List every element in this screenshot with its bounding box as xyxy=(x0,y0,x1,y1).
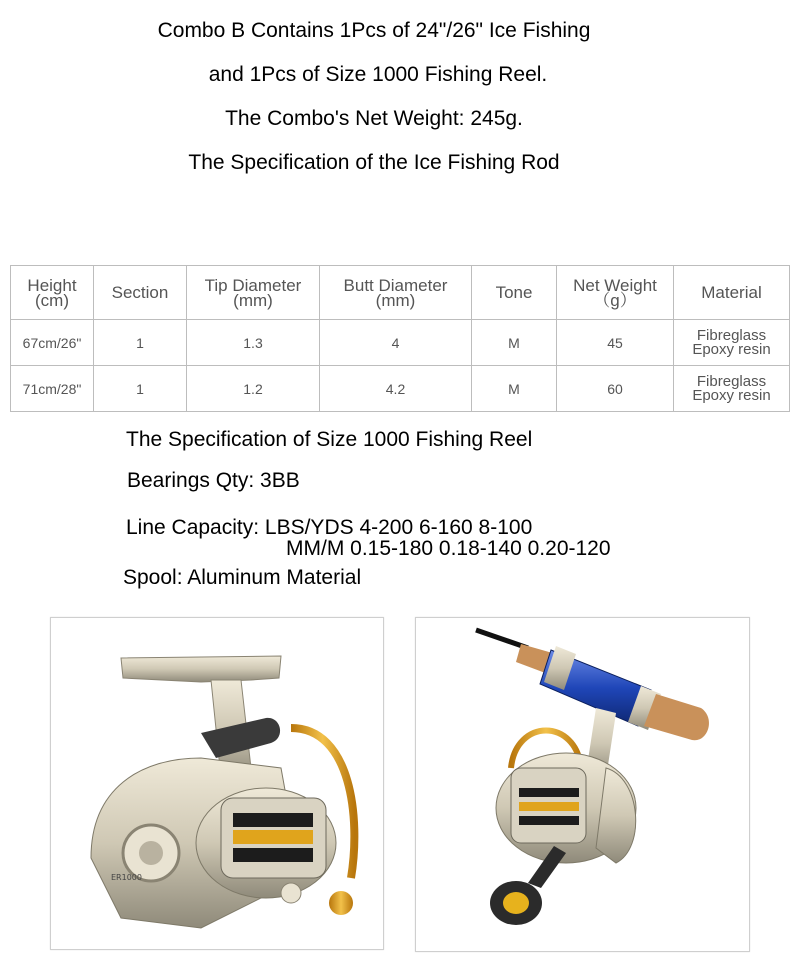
col-header-tip-diameter: Tip Diameter (mm) xyxy=(187,266,320,320)
rod-spec-table xyxy=(10,265,790,412)
cell-material: Fibreglass Epoxy resin xyxy=(674,366,790,412)
cell-tip-diameter: 1.3 xyxy=(187,320,320,366)
rod-and-reel-illustration xyxy=(416,618,749,951)
col-header-material: Material xyxy=(674,266,790,320)
col-header-net-weight: Net Weight （g） xyxy=(557,266,674,320)
intro-line-1: Combo B Contains 1Pcs of 24"/26" Ice Fishing xyxy=(157,19,591,42)
spinning-reel-illustration xyxy=(51,618,383,949)
cell-net-weight: 60 xyxy=(557,366,674,412)
cell-height: 67cm/26" xyxy=(11,320,94,366)
col-header-butt-diameter: Butt Diameter (mm) xyxy=(320,266,472,320)
rod-spec-heading: The Specification of the Ice Fishing Rod xyxy=(188,151,560,174)
reel-photo xyxy=(50,617,384,950)
cell-section: 1 xyxy=(94,366,187,412)
combo-photo xyxy=(415,617,750,952)
table-row xyxy=(11,366,790,412)
cell-tip-diameter: 1.2 xyxy=(187,366,320,412)
cell-tone: M xyxy=(472,366,557,412)
table-row xyxy=(11,320,790,366)
cell-butt-diameter: 4.2 xyxy=(320,366,472,412)
line-capacity-metric: MM/M 0.15-180 0.18-140 0.20-120 xyxy=(286,537,611,560)
bearings-qty: Bearings Qty: 3BB xyxy=(127,469,300,492)
line-capacity: Line Capacity: LBS/YDS 4-200 6-160 8-100 xyxy=(126,516,533,539)
cell-net-weight: 45 xyxy=(557,320,674,366)
reel-model-label: ER1000 xyxy=(111,873,142,882)
net-weight-line: The Combo's Net Weight: 245g. xyxy=(225,107,523,130)
col-header-tone: Tone xyxy=(472,266,557,320)
reel-spec-heading: The Specification of Size 1000 Fishing Reel xyxy=(126,428,533,451)
cell-height: 71cm/28" xyxy=(11,366,94,412)
cell-tone: M xyxy=(472,320,557,366)
col-header-height: Height (cm) xyxy=(11,266,94,320)
intro-line-2: and 1Pcs of Size 1000 Fishing Reel. xyxy=(208,63,548,86)
cell-material: Fibreglass Epoxy resin xyxy=(674,320,790,366)
col-header-section: Section xyxy=(94,266,187,320)
spool-material: Spool: Aluminum Material xyxy=(123,566,362,589)
cell-section: 1 xyxy=(94,320,187,366)
table-header-row xyxy=(11,266,790,320)
cell-butt-diameter: 4 xyxy=(320,320,472,366)
